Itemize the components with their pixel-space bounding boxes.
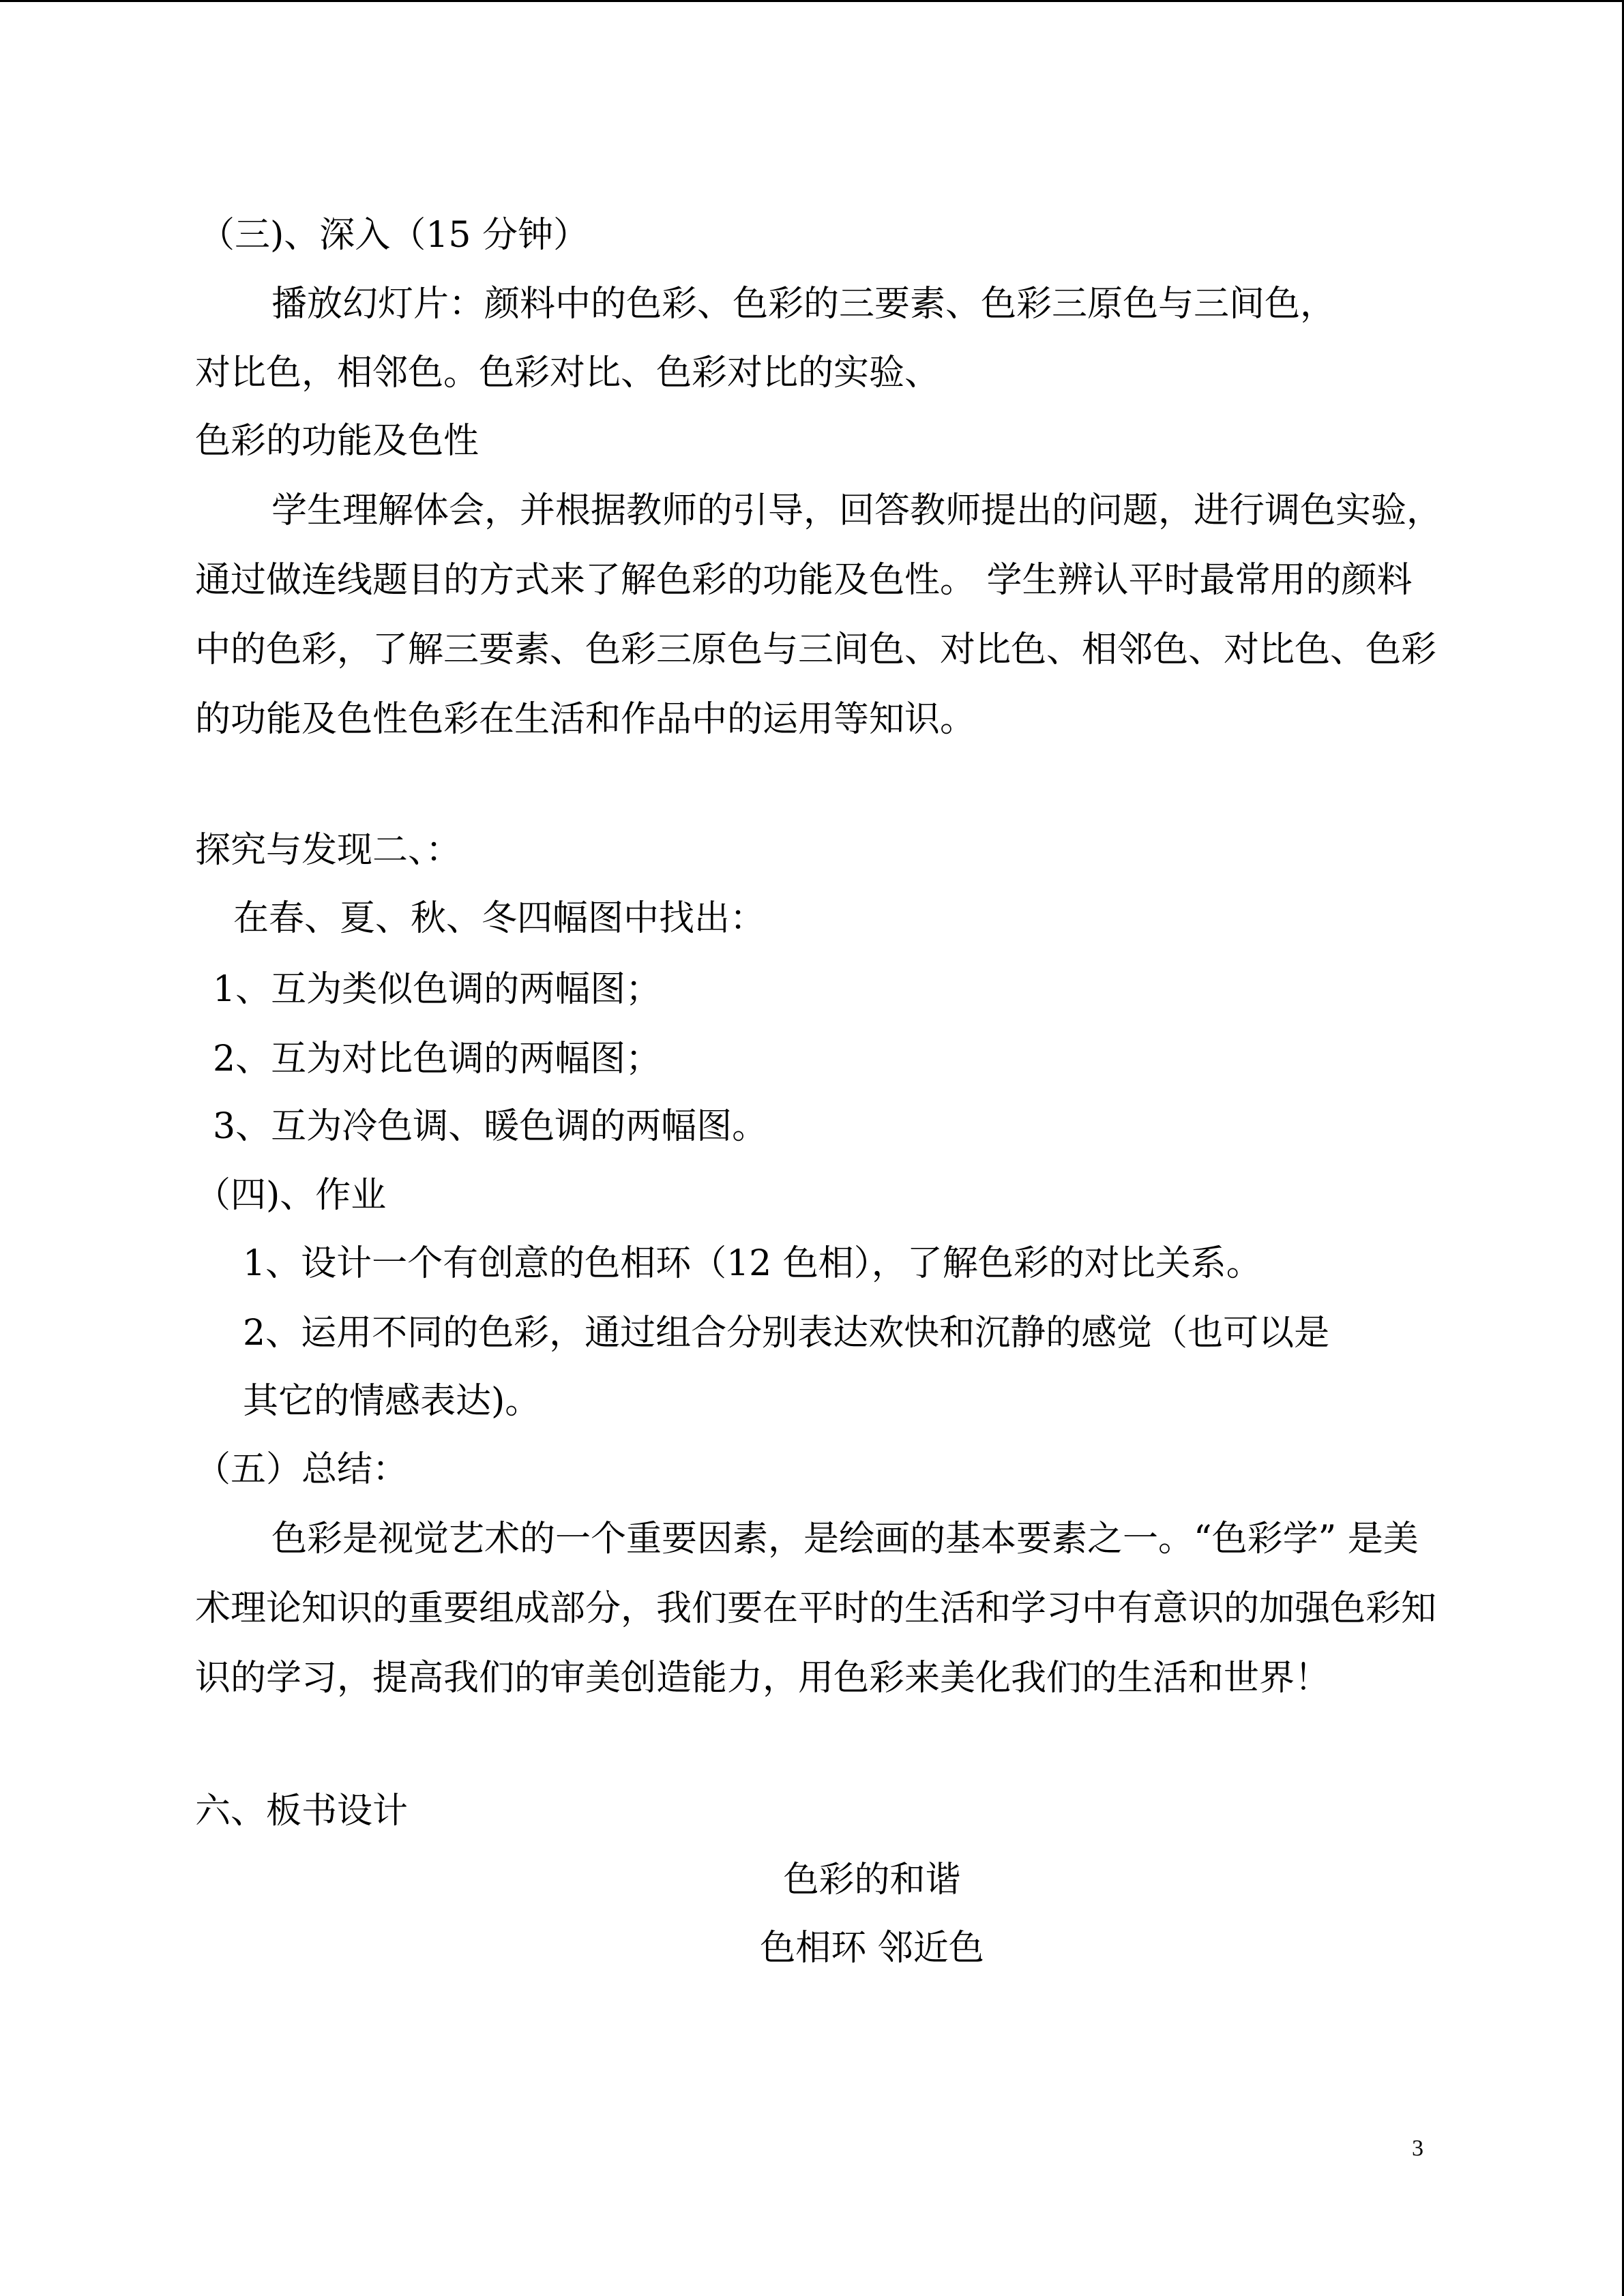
section4-heading: （四)、作业 bbox=[195, 1175, 387, 1216]
homework-item-1: 1、设计一个有创意的色相环（12 色相），了解色彩的对比关系。 bbox=[243, 1243, 1262, 1284]
explore-item-1: 1、互为类似色调的两幅图； bbox=[213, 969, 662, 1010]
section3-heading: （三)、深入（15 分钟） bbox=[199, 215, 589, 256]
slides-line-3: 色彩的功能及色性 bbox=[195, 421, 479, 462]
board-subtitle: 色相环 邻近色 bbox=[760, 1928, 984, 1969]
board-title: 色彩的和谐 bbox=[783, 1860, 961, 1900]
section6-heading: 六、板书设计 bbox=[195, 1791, 409, 1832]
homework-item-2-line-2: 其它的情感表达)。 bbox=[243, 1381, 541, 1422]
slides-line-2: 对比色，相邻色。色彩对比、色彩对比的实验、 bbox=[195, 353, 941, 393]
summary-paragraph: 色彩是视觉艺术的一个重要因素，是绘画的基本要素之一。“色彩学” 是美术理论知识的重要组成部分，我们要在平时的生活和学习中有意识的加强色彩知识的学习，提高我们的审美创造能力，用色彩来美化我们的生活和世界！ bbox=[195, 1519, 1437, 1699]
section5-heading: （五）总结： bbox=[195, 1449, 409, 1490]
students-paragraph: 学生理解体会，并根据教师的引导，回答教师提出的问题，进行调色实验，通过做连线题目的方式来了解色彩的功能及色性。 学生辨认平时最常用的颜料中的色彩，了解三要素、色彩三原色与三间色、对比色、相邻色、对比色、色彩的功能及色性色彩在生活和作品中的运用等知识。 bbox=[195, 490, 1443, 740]
explore-item-3: 3、互为冷色调、暖色调的两幅图。 bbox=[213, 1106, 768, 1147]
page-number: 3 bbox=[1412, 2136, 1423, 2161]
homework-item-2-line-1: 2、运用不同的色彩，通过组合分别表达欢快和沉静的感觉（也可以是 bbox=[243, 1313, 1330, 1354]
explore-item-2: 2、互为对比色调的两幅图； bbox=[213, 1039, 662, 1079]
slides-line-1: 播放幻灯片：颜料中的色彩、色彩的三要素、色彩三原色与三间色， bbox=[271, 284, 1336, 325]
explore-heading: 探究与发现二、： bbox=[195, 830, 462, 871]
explore-intro: 在春、夏、秋、冬四幅图中找出： bbox=[233, 898, 766, 939]
